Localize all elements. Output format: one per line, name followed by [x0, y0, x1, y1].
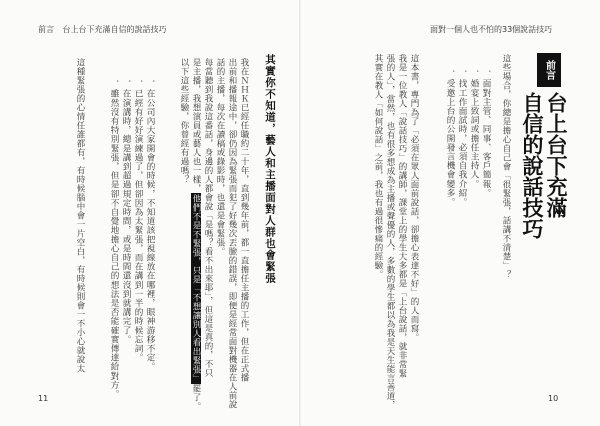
list-item: ．面對主管、同事、客戶簡報。	[481, 70, 491, 198]
left-body-top	[160, 58, 250, 411]
right-header-title: 面對一個人也不怕的33個說話技巧	[430, 25, 553, 34]
right-body-top	[496, 54, 512, 354]
paragraph-line: 以下這些經驗，你曾經有過嗎？	[179, 58, 189, 184]
list-item: ．受邀上台的公開發言機會變多。	[445, 70, 455, 207]
right-running-header	[430, 24, 552, 35]
section-heading-text: 其實你不知道，藝人和主播面對人群也會緊張	[264, 54, 276, 284]
paragraph-line: 是主播，我想演員或藝人也一樣，他們不是不緊張，只是「不想讓別人看出緊張」罷了。	[191, 58, 201, 411]
chapter-title-line: 台上台下充滿	[544, 92, 568, 218]
list-item: ．婚宴上致詞或擔任主持人。	[469, 70, 479, 189]
paragraph-line: 這些場合，你總是擔心自己會「很緊張，話講不清楚」？	[501, 54, 511, 279]
paragraph-line: 話的主播，每次在讀稿或錄影時，也還是會緊張。	[215, 58, 225, 256]
emphasized-phrase: 他們不是不緊張，只是「不想讓別人看出緊張」	[191, 194, 201, 383]
paragraph-line: 我在ＮＨＫ已經任職約二十年，直到幾年前，都一直擔任主播的工作，但在正式播	[239, 58, 249, 382]
paragraph-line: 張的人」，當然，也有很多想成為主播或聲優的人，多數的學生都以為我是天生能言善道，	[385, 54, 395, 410]
section-heading	[262, 54, 278, 354]
list-item: ．雖然沒有特別緊張，但是卻不自覺地擔心自己的想法是否能確實傳達給對方。	[109, 80, 119, 399]
list-item: ．找工作面試時，必須自我介紹。	[457, 70, 467, 207]
left-page-number: 11	[38, 394, 49, 403]
chapter-title-line: 自信的說話技巧	[520, 92, 544, 239]
left-running-header	[38, 24, 167, 35]
right-page-number: 10	[548, 394, 559, 403]
paragraph-line: 出前和播報途中，卻仍因為緊張而犯了好幾次丟臉的錯誤，即便是經常面對機器在人前說	[227, 58, 237, 409]
paragraph-line: 每當聽到我說這番話，身邊的人都會說「是嗎？看不出來耶」，但這是真的，不只	[203, 58, 213, 378]
list-item: ．在演講時，總是講到超過規定時間，或是時間還沒到就講完了。	[121, 80, 131, 344]
list-item: ．已經有好好演練過了，但卻因為太緊張，而在講到一半的時候忘詞。	[133, 80, 143, 363]
right-body-bottom	[340, 54, 420, 410]
paragraph-line: 我是一位教人「說話技巧」的講師，課堂上的學生大多都是「上台說話，就非常緊	[397, 54, 407, 378]
left-header-title: 台上台下充滿自信的說話技巧	[62, 25, 167, 34]
page-gutter	[299, 0, 301, 426]
paragraph-line: 其實在教人「如何說話」之前，我也有過很慘痛的經驗。	[373, 54, 383, 279]
right-bullet-list	[440, 70, 492, 270]
list-item: ．在公司內大家開會的時候，不知道該把視線放在哪裡，眼神游移不定。	[145, 80, 155, 372]
left-body-bottom	[70, 58, 86, 373]
left-header-chapter: 前言	[38, 25, 54, 34]
chapter-title	[514, 92, 568, 322]
left-bullet-list	[100, 80, 156, 399]
paragraph-line: 這本書，專門為了「必須在眾人面前說話，卻擔心表達不好」的人而寫。	[409, 54, 419, 342]
paragraph-line: 這種緊張的心情任誰都有，有時候腦中會一片空白，有時候則會一不小心就說太	[75, 58, 85, 373]
preface-badge: 前言	[537, 53, 561, 87]
